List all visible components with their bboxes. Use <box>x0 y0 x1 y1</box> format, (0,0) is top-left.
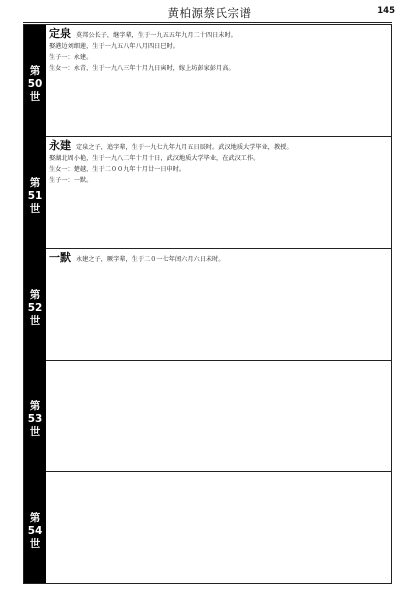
generation-suffix: 世 <box>29 91 41 103</box>
entry-line: 娶湖北周小艳，生于一九八二年十月十日，武汉地质大学毕业，在武汉工作。 <box>49 155 260 162</box>
genealogy-table <box>23 24 392 584</box>
entry-line <box>49 140 387 153</box>
person-name: 一默 <box>49 251 71 264</box>
person-name: 定泉 <box>49 27 71 40</box>
entry-line: 生子一：一默。 <box>49 177 93 184</box>
generation-row-51 <box>46 137 391 249</box>
generation-number: 51 <box>27 190 43 202</box>
entry-line: 生女一：楚越，生于二００九年十月廿一日申时。 <box>49 166 186 173</box>
generation-number: 50 <box>27 78 43 90</box>
generation-prefix: 第 <box>29 400 41 412</box>
generation-number: 54 <box>27 525 43 537</box>
generation-prefix: 第 <box>29 512 41 524</box>
generation-suffix: 世 <box>29 426 41 438</box>
generation-label-50 <box>24 65 46 104</box>
header-divider <box>23 22 392 23</box>
generation-row-50 <box>46 25 391 137</box>
page-title: 黄柏源蔡氏宗谱 <box>167 6 252 20</box>
entry-line: 生子一：永建。 <box>49 54 93 61</box>
generation-number: 53 <box>27 413 43 425</box>
generation-label-54 <box>24 512 46 551</box>
generation-suffix: 世 <box>29 203 41 215</box>
generation-label-52 <box>24 289 46 328</box>
entry-line <box>49 252 387 265</box>
generation-suffix: 世 <box>29 538 41 550</box>
generation-label-51 <box>24 177 46 216</box>
generation-column <box>24 25 46 583</box>
generation-label-53 <box>24 400 46 439</box>
generation-row-53 <box>46 361 391 472</box>
entry-line <box>49 28 387 41</box>
generation-row-54 <box>46 472 391 583</box>
person-name: 永建 <box>49 139 71 152</box>
entry-line: 生女一：永青，生于一九八三年十月九日寅时，嫁上坊彭家彭月高。 <box>49 65 235 72</box>
entry-line: 娶港边刘细莲，生于一九五八年八月四日巳时。 <box>49 43 179 50</box>
generation-prefix: 第 <box>29 177 41 189</box>
person-entry <box>46 25 391 74</box>
entry-text: 莫邦公长子，继字辈，生于一九五五年九月二十四日未时。 <box>76 32 237 39</box>
entry-text: 永建之子，厥字辈，生于二０一七年闰六月六日未时。 <box>76 256 225 263</box>
generation-number: 52 <box>27 302 43 314</box>
generation-row-52 <box>46 249 391 361</box>
page-number: 145 <box>377 6 395 16</box>
generation-suffix: 世 <box>29 315 41 327</box>
entry-text: 定泉之子，追字辈，生于一九七九年九月五日辰时。武汉地质大学毕业，教授。 <box>76 144 293 151</box>
generation-prefix: 第 <box>29 65 41 77</box>
person-entry <box>46 249 391 265</box>
generation-prefix: 第 <box>29 289 41 301</box>
person-entry <box>46 137 391 186</box>
